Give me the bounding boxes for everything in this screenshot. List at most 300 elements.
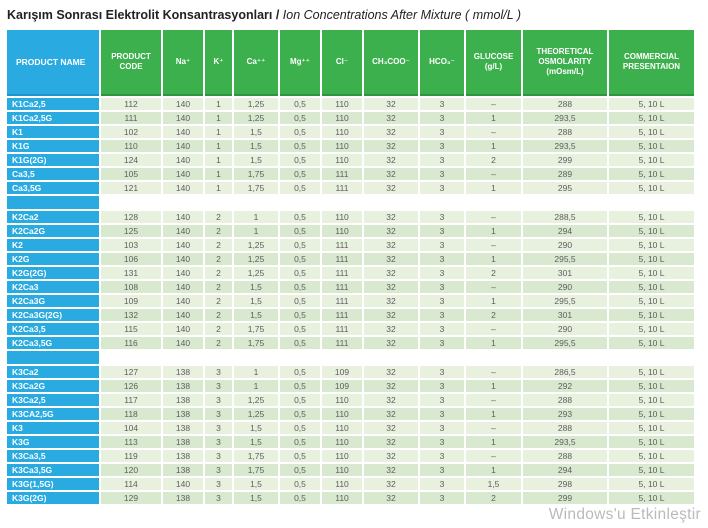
- table-cell-ch3coo: 32: [364, 154, 418, 166]
- column-header-commercial: COMMERCIAL PRESENTAION: [609, 30, 694, 96]
- product-name-cell: K2Ca3: [7, 281, 99, 293]
- column-header-na: Na⁺: [163, 30, 203, 96]
- table-cell-ch3coo: 32: [364, 422, 418, 434]
- table-cell-mg: 0,5: [280, 450, 320, 462]
- table-cell-ca: 1,5: [234, 154, 278, 166]
- table-cell-product-code: 115: [101, 323, 161, 335]
- product-name-cell: K2Ca3,5G: [7, 337, 99, 349]
- table-cell-ch3coo: 32: [364, 450, 418, 462]
- table-cell-k: 1: [205, 126, 232, 138]
- product-name-cell: K3CA2,5G: [7, 408, 99, 420]
- table-cell-ca: 1: [234, 380, 278, 392]
- table-cell-glucose: 2: [466, 309, 521, 321]
- table-cell-k: 3: [205, 492, 232, 504]
- table-cell-cl: 110: [322, 225, 362, 237]
- table-cell-product-code: 104: [101, 422, 161, 434]
- table-cell-hco3: 3: [420, 112, 464, 124]
- table-cell-commercial: 5, 10 L: [609, 211, 694, 223]
- table-cell-product-code: 110: [101, 140, 161, 152]
- table-cell-ca: 1,5: [234, 126, 278, 138]
- table-cell-k: 1: [205, 98, 232, 110]
- table-cell-osmolarity: 290: [523, 323, 607, 335]
- table-cell-commercial: 5, 10 L: [609, 168, 694, 180]
- table-cell-product-code: 106: [101, 253, 161, 265]
- table-cell-commercial: 5, 10 L: [609, 140, 694, 152]
- column-header-cl: Cl⁻: [322, 30, 362, 96]
- table-cell-hco3: 3: [420, 422, 464, 434]
- product-name-cell: K3Ca2G: [7, 380, 99, 392]
- table-cell-mg: 0,5: [280, 211, 320, 223]
- table-cell-mg: 0,5: [280, 140, 320, 152]
- table-cell-k: 1: [205, 140, 232, 152]
- table-cell-mg: 0,5: [280, 225, 320, 237]
- table-row: [7, 112, 694, 124]
- table-cell-k: 1: [205, 182, 232, 194]
- table-row: [7, 281, 694, 293]
- table-cell-hco3: 3: [420, 140, 464, 152]
- table-cell-ch3coo: 32: [364, 281, 418, 293]
- table-cell-ch3coo: 32: [364, 253, 418, 265]
- table-cell-product-code: 109: [101, 295, 161, 307]
- product-name-cell: K2G: [7, 253, 99, 265]
- table-cell-mg: 0,5: [280, 168, 320, 180]
- column-header-osmolarity: THEORETICAL OSMOLARITY (mOsm/L): [523, 30, 607, 96]
- table-cell-cl: 110: [322, 140, 362, 152]
- table-cell-osmolarity: 295,5: [523, 337, 607, 349]
- table-cell-osmolarity: 293: [523, 408, 607, 420]
- table-cell-glucose: –: [466, 394, 521, 406]
- table-cell-product-code: 103: [101, 239, 161, 251]
- table-cell-cl: 110: [322, 464, 362, 476]
- table-cell-commercial: 5, 10 L: [609, 380, 694, 392]
- table-cell-commercial: 5, 10 L: [609, 436, 694, 448]
- table-cell-osmolarity: 301: [523, 267, 607, 279]
- table-cell-k: 2: [205, 323, 232, 335]
- table-cell-osmolarity: 295,5: [523, 253, 607, 265]
- table-cell-cl: 110: [322, 394, 362, 406]
- table-cell-osmolarity: 298: [523, 478, 607, 490]
- table-cell-commercial: 5, 10 L: [609, 281, 694, 293]
- table-cell-mg: 0,5: [280, 267, 320, 279]
- table-cell-product-code: 131: [101, 267, 161, 279]
- table-cell-mg: 0,5: [280, 366, 320, 378]
- table-cell-commercial: 5, 10 L: [609, 366, 694, 378]
- table-cell-glucose: –: [466, 450, 521, 462]
- table-row: [7, 492, 694, 504]
- table-row: [7, 267, 694, 279]
- product-name-cell: Ca3,5: [7, 168, 99, 180]
- table-cell-ch3coo: 32: [364, 492, 418, 504]
- table-cell-k: 1: [205, 154, 232, 166]
- table-cell-hco3: 3: [420, 309, 464, 321]
- table-cell-glucose: –: [466, 281, 521, 293]
- table-cell-glucose: 2: [466, 267, 521, 279]
- table-cell-hco3: 3: [420, 408, 464, 420]
- table-cell-mg: 0,5: [280, 464, 320, 476]
- table-row: [7, 337, 694, 349]
- column-header-ch3coo: CH₃COO⁻: [364, 30, 418, 96]
- table-cell-commercial: 5, 10 L: [609, 154, 694, 166]
- table-cell-k: 3: [205, 436, 232, 448]
- table-cell-mg: 0,5: [280, 323, 320, 335]
- spacer-name-cell: [7, 196, 99, 209]
- table-cell-hco3: 3: [420, 492, 464, 504]
- table-cell-cl: 111: [322, 309, 362, 321]
- table-cell-mg: 0,5: [280, 337, 320, 349]
- table-cell-ch3coo: 32: [364, 380, 418, 392]
- table-cell-na: 140: [163, 225, 203, 237]
- table-cell-mg: 0,5: [280, 394, 320, 406]
- table-cell-commercial: 5, 10 L: [609, 323, 694, 335]
- table-cell-hco3: 3: [420, 337, 464, 349]
- table-cell-product-code: 112: [101, 98, 161, 110]
- table-cell-cl: 110: [322, 422, 362, 434]
- table-cell-ca: 1: [234, 211, 278, 223]
- table-cell-cl: 110: [322, 98, 362, 110]
- table-cell-product-code: 117: [101, 394, 161, 406]
- table-cell-ca: 1,75: [234, 168, 278, 180]
- table-cell-ch3coo: 32: [364, 112, 418, 124]
- table-cell-mg: 0,5: [280, 380, 320, 392]
- table-cell-ca: 1,25: [234, 239, 278, 251]
- table-cell-ch3coo: 32: [364, 323, 418, 335]
- table-cell-k: 2: [205, 281, 232, 293]
- table-cell-osmolarity: 292: [523, 380, 607, 392]
- table-cell-hco3: 3: [420, 366, 464, 378]
- table-cell-ch3coo: 32: [364, 126, 418, 138]
- table-cell-osmolarity: 288: [523, 98, 607, 110]
- table-cell-cl: 110: [322, 112, 362, 124]
- table-row: [7, 309, 694, 321]
- table-cell-glucose: 2: [466, 492, 521, 504]
- table-cell-cl: 110: [322, 126, 362, 138]
- table-cell-product-code: 120: [101, 464, 161, 476]
- table-cell-cl: 111: [322, 267, 362, 279]
- table-cell-mg: 0,5: [280, 492, 320, 504]
- windows-activation-watermark: Windows'u Etkinleştir: [548, 506, 701, 523]
- table-cell-na: 138: [163, 380, 203, 392]
- table-cell-cl: 111: [322, 281, 362, 293]
- table-cell-hco3: 3: [420, 253, 464, 265]
- table-cell-commercial: 5, 10 L: [609, 182, 694, 194]
- table-cell-commercial: 5, 10 L: [609, 267, 694, 279]
- table-cell-ca: 1,25: [234, 112, 278, 124]
- column-header-product-code: PRODUCT CODE: [101, 30, 161, 96]
- table-cell-osmolarity: 299: [523, 492, 607, 504]
- table-cell-ch3coo: 32: [364, 337, 418, 349]
- table-cell-na: 138: [163, 422, 203, 434]
- table-cell-ch3coo: 32: [364, 239, 418, 251]
- table-cell-ca: 1,25: [234, 253, 278, 265]
- table-cell-na: 138: [163, 408, 203, 420]
- table-cell-k: 2: [205, 295, 232, 307]
- table-row: [7, 422, 694, 434]
- table-cell-glucose: –: [466, 168, 521, 180]
- product-name-cell: K3Ca3,5G: [7, 464, 99, 476]
- product-name-cell: K1G: [7, 140, 99, 152]
- table-cell-na: 140: [163, 323, 203, 335]
- table-row: [7, 225, 694, 237]
- table-cell-osmolarity: 288: [523, 422, 607, 434]
- table-cell-hco3: 3: [420, 281, 464, 293]
- table-cell-na: 140: [163, 478, 203, 490]
- table-cell-commercial: 5, 10 L: [609, 225, 694, 237]
- table-cell-hco3: 3: [420, 168, 464, 180]
- table-cell-na: 140: [163, 295, 203, 307]
- table-cell-mg: 0,5: [280, 154, 320, 166]
- table-cell-cl: 110: [322, 408, 362, 420]
- table-cell-osmolarity: 294: [523, 225, 607, 237]
- table-cell-product-code: 118: [101, 408, 161, 420]
- table-cell-ch3coo: 32: [364, 225, 418, 237]
- table-cell-glucose: 2: [466, 154, 521, 166]
- table-cell-ch3coo: 32: [364, 436, 418, 448]
- table-cell-na: 140: [163, 168, 203, 180]
- product-name-cell: K1Ca2,5: [7, 98, 99, 110]
- product-name-cell: K3G: [7, 436, 99, 448]
- page-title: [0, 0, 708, 22]
- table-cell-hco3: 3: [420, 126, 464, 138]
- table-cell-glucose: 1: [466, 112, 521, 124]
- table-cell-ch3coo: 32: [364, 366, 418, 378]
- table-cell-osmolarity: 293,5: [523, 140, 607, 152]
- table-cell-osmolarity: 288: [523, 450, 607, 462]
- table-cell-product-code: 129: [101, 492, 161, 504]
- table-cell-glucose: –: [466, 366, 521, 378]
- table-cell-osmolarity: 294: [523, 464, 607, 476]
- table-cell-osmolarity: 295,5: [523, 295, 607, 307]
- column-header-glucose: GLUCOSE (g/L): [466, 30, 521, 96]
- table-cell-glucose: 1: [466, 436, 521, 448]
- table-cell-hco3: 3: [420, 295, 464, 307]
- table-row: [7, 239, 694, 251]
- table-cell-na: 138: [163, 450, 203, 462]
- product-name-cell: K2Ca3,5: [7, 323, 99, 335]
- table-cell-hco3: 3: [420, 182, 464, 194]
- table-cell-mg: 0,5: [280, 408, 320, 420]
- table-cell-cl: 110: [322, 450, 362, 462]
- table-cell-glucose: –: [466, 126, 521, 138]
- table-row: [7, 450, 694, 462]
- table-row: [7, 478, 694, 490]
- table-cell-ca: 1,75: [234, 337, 278, 349]
- table-cell-cl: 111: [322, 253, 362, 265]
- table-cell-commercial: 5, 10 L: [609, 126, 694, 138]
- table-cell-cl: 110: [322, 211, 362, 223]
- table-cell-cl: 109: [322, 366, 362, 378]
- table-cell-hco3: 3: [420, 98, 464, 110]
- column-header-mg: Mg⁺⁺: [280, 30, 320, 96]
- table-cell-glucose: 1: [466, 140, 521, 152]
- table-cell-ca: 1,5: [234, 309, 278, 321]
- table-cell-hco3: 3: [420, 154, 464, 166]
- product-name-cell: K1G(2G): [7, 154, 99, 166]
- table-cell-mg: 0,5: [280, 112, 320, 124]
- table-cell-product-code: 128: [101, 211, 161, 223]
- table-row: [7, 295, 694, 307]
- column-header-k: K⁺: [205, 30, 232, 96]
- table-cell-commercial: 5, 10 L: [609, 253, 694, 265]
- table-cell-commercial: 5, 10 L: [609, 422, 694, 434]
- table-cell-ca: 1,5: [234, 140, 278, 152]
- table-row: [7, 154, 694, 166]
- table-header: [7, 30, 694, 96]
- table-cell-product-code: 132: [101, 309, 161, 321]
- table-cell-ch3coo: 32: [364, 309, 418, 321]
- table-cell-ca: 1,75: [234, 182, 278, 194]
- table-cell-na: 140: [163, 211, 203, 223]
- table-cell-osmolarity: 293,5: [523, 436, 607, 448]
- table-cell-commercial: 5, 10 L: [609, 408, 694, 420]
- spacer-blank-cell: [101, 196, 694, 209]
- table-cell-ca: 1,25: [234, 394, 278, 406]
- table-cell-cl: 111: [322, 182, 362, 194]
- table-cell-na: 140: [163, 309, 203, 321]
- table-cell-osmolarity: 295: [523, 182, 607, 194]
- table-cell-k: 3: [205, 380, 232, 392]
- table-cell-ca: 1,75: [234, 450, 278, 462]
- table-cell-commercial: 5, 10 L: [609, 492, 694, 504]
- group-spacer-row: [7, 351, 694, 364]
- product-name-cell: K1Ca2,5G: [7, 112, 99, 124]
- table-cell-na: 140: [163, 140, 203, 152]
- table-cell-cl: 111: [322, 323, 362, 335]
- table-cell-commercial: 5, 10 L: [609, 478, 694, 490]
- table-cell-osmolarity: 299: [523, 154, 607, 166]
- table-cell-na: 140: [163, 337, 203, 349]
- table-cell-product-code: 105: [101, 168, 161, 180]
- table-cell-ca: 1,25: [234, 267, 278, 279]
- table-cell-glucose: 1: [466, 337, 521, 349]
- table-cell-ca: 1,5: [234, 436, 278, 448]
- table-cell-cl: 111: [322, 295, 362, 307]
- table-cell-ca: 1,5: [234, 492, 278, 504]
- table-cell-ca: 1,5: [234, 281, 278, 293]
- table-cell-na: 140: [163, 154, 203, 166]
- table-cell-cl: 110: [322, 154, 362, 166]
- product-name-cell: K3Ca3,5: [7, 450, 99, 462]
- table-cell-product-code: 125: [101, 225, 161, 237]
- header-row: [7, 30, 694, 96]
- table-cell-na: 138: [163, 394, 203, 406]
- table-cell-commercial: 5, 10 L: [609, 309, 694, 321]
- table-cell-k: 3: [205, 478, 232, 490]
- table-cell-glucose: 1: [466, 253, 521, 265]
- table-cell-ch3coo: 32: [364, 168, 418, 180]
- table-cell-k: 2: [205, 309, 232, 321]
- table-cell-ca: 1,5: [234, 478, 278, 490]
- table-row: [7, 394, 694, 406]
- column-header-product-name: PRODUCT NAME: [7, 30, 99, 96]
- table-cell-product-code: 108: [101, 281, 161, 293]
- table-cell-ch3coo: 32: [364, 211, 418, 223]
- table-cell-ca: 1,5: [234, 295, 278, 307]
- table-cell-commercial: 5, 10 L: [609, 98, 694, 110]
- table-cell-glucose: –: [466, 323, 521, 335]
- table-row: [7, 182, 694, 194]
- table-cell-k: 3: [205, 422, 232, 434]
- column-header-ca: Ca⁺⁺: [234, 30, 278, 96]
- table-cell-glucose: 1: [466, 464, 521, 476]
- table-cell-mg: 0,5: [280, 422, 320, 434]
- table-cell-na: 140: [163, 182, 203, 194]
- table-cell-na: 140: [163, 98, 203, 110]
- table-cell-cl: 111: [322, 168, 362, 180]
- product-name-cell: K2Ca2: [7, 211, 99, 223]
- title-turkish: Karışım Sonrası Elektrolit Konsantrasyonları /: [7, 8, 280, 22]
- table-cell-mg: 0,5: [280, 436, 320, 448]
- table-cell-na: 138: [163, 366, 203, 378]
- table-cell-glucose: 1,5: [466, 478, 521, 490]
- title-english: Ion Concentrations After Mixture ( mmol/L ): [282, 8, 522, 22]
- ion-concentration-table: [5, 28, 696, 506]
- table-cell-hco3: 3: [420, 380, 464, 392]
- table-cell-osmolarity: 288: [523, 126, 607, 138]
- table-row: [7, 366, 694, 378]
- table-cell-glucose: 1: [466, 182, 521, 194]
- table-cell-cl: 110: [322, 436, 362, 448]
- product-name-cell: K1: [7, 126, 99, 138]
- table-cell-ca: 1,25: [234, 408, 278, 420]
- table-cell-glucose: 1: [466, 295, 521, 307]
- table-cell-k: 2: [205, 211, 232, 223]
- table-cell-hco3: 3: [420, 478, 464, 490]
- table-cell-hco3: 3: [420, 323, 464, 335]
- table-cell-ca: 1,75: [234, 464, 278, 476]
- table-row: [7, 253, 694, 265]
- table-cell-cl: 110: [322, 492, 362, 504]
- table-cell-commercial: 5, 10 L: [609, 394, 694, 406]
- table-cell-ca: 1: [234, 225, 278, 237]
- table-cell-commercial: 5, 10 L: [609, 295, 694, 307]
- table-cell-osmolarity: 289: [523, 168, 607, 180]
- table-cell-mg: 0,5: [280, 239, 320, 251]
- table-row: [7, 211, 694, 223]
- table-cell-product-code: 114: [101, 478, 161, 490]
- product-name-cell: Ca3,5G: [7, 182, 99, 194]
- table-row: [7, 168, 694, 180]
- table-cell-commercial: 5, 10 L: [609, 450, 694, 462]
- table-cell-ch3coo: 32: [364, 408, 418, 420]
- product-name-cell: K2: [7, 239, 99, 251]
- table-cell-ca: 1,5: [234, 422, 278, 434]
- table-cell-mg: 0,5: [280, 182, 320, 194]
- table-cell-cl: 109: [322, 380, 362, 392]
- table-cell-product-code: 119: [101, 450, 161, 462]
- table-cell-ch3coo: 32: [364, 182, 418, 194]
- spacer-blank-cell: [101, 351, 694, 364]
- table-cell-hco3: 3: [420, 239, 464, 251]
- table-cell-osmolarity: 290: [523, 239, 607, 251]
- table-cell-mg: 0,5: [280, 253, 320, 265]
- table-cell-commercial: 5, 10 L: [609, 112, 694, 124]
- table-cell-hco3: 3: [420, 394, 464, 406]
- table-cell-k: 3: [205, 408, 232, 420]
- table-cell-glucose: –: [466, 422, 521, 434]
- table-cell-mg: 0,5: [280, 478, 320, 490]
- table-cell-glucose: 1: [466, 408, 521, 420]
- column-header-hco3: HCO₃⁻: [420, 30, 464, 96]
- table-cell-k: 3: [205, 394, 232, 406]
- table-cell-commercial: 5, 10 L: [609, 337, 694, 349]
- table-cell-product-code: 111: [101, 112, 161, 124]
- product-name-cell: K2G(2G): [7, 267, 99, 279]
- table-cell-k: 3: [205, 366, 232, 378]
- table-cell-ca: 1,25: [234, 98, 278, 110]
- table-cell-commercial: 5, 10 L: [609, 239, 694, 251]
- product-name-cell: K2Ca3G(2G): [7, 309, 99, 321]
- table-cell-cl: 111: [322, 239, 362, 251]
